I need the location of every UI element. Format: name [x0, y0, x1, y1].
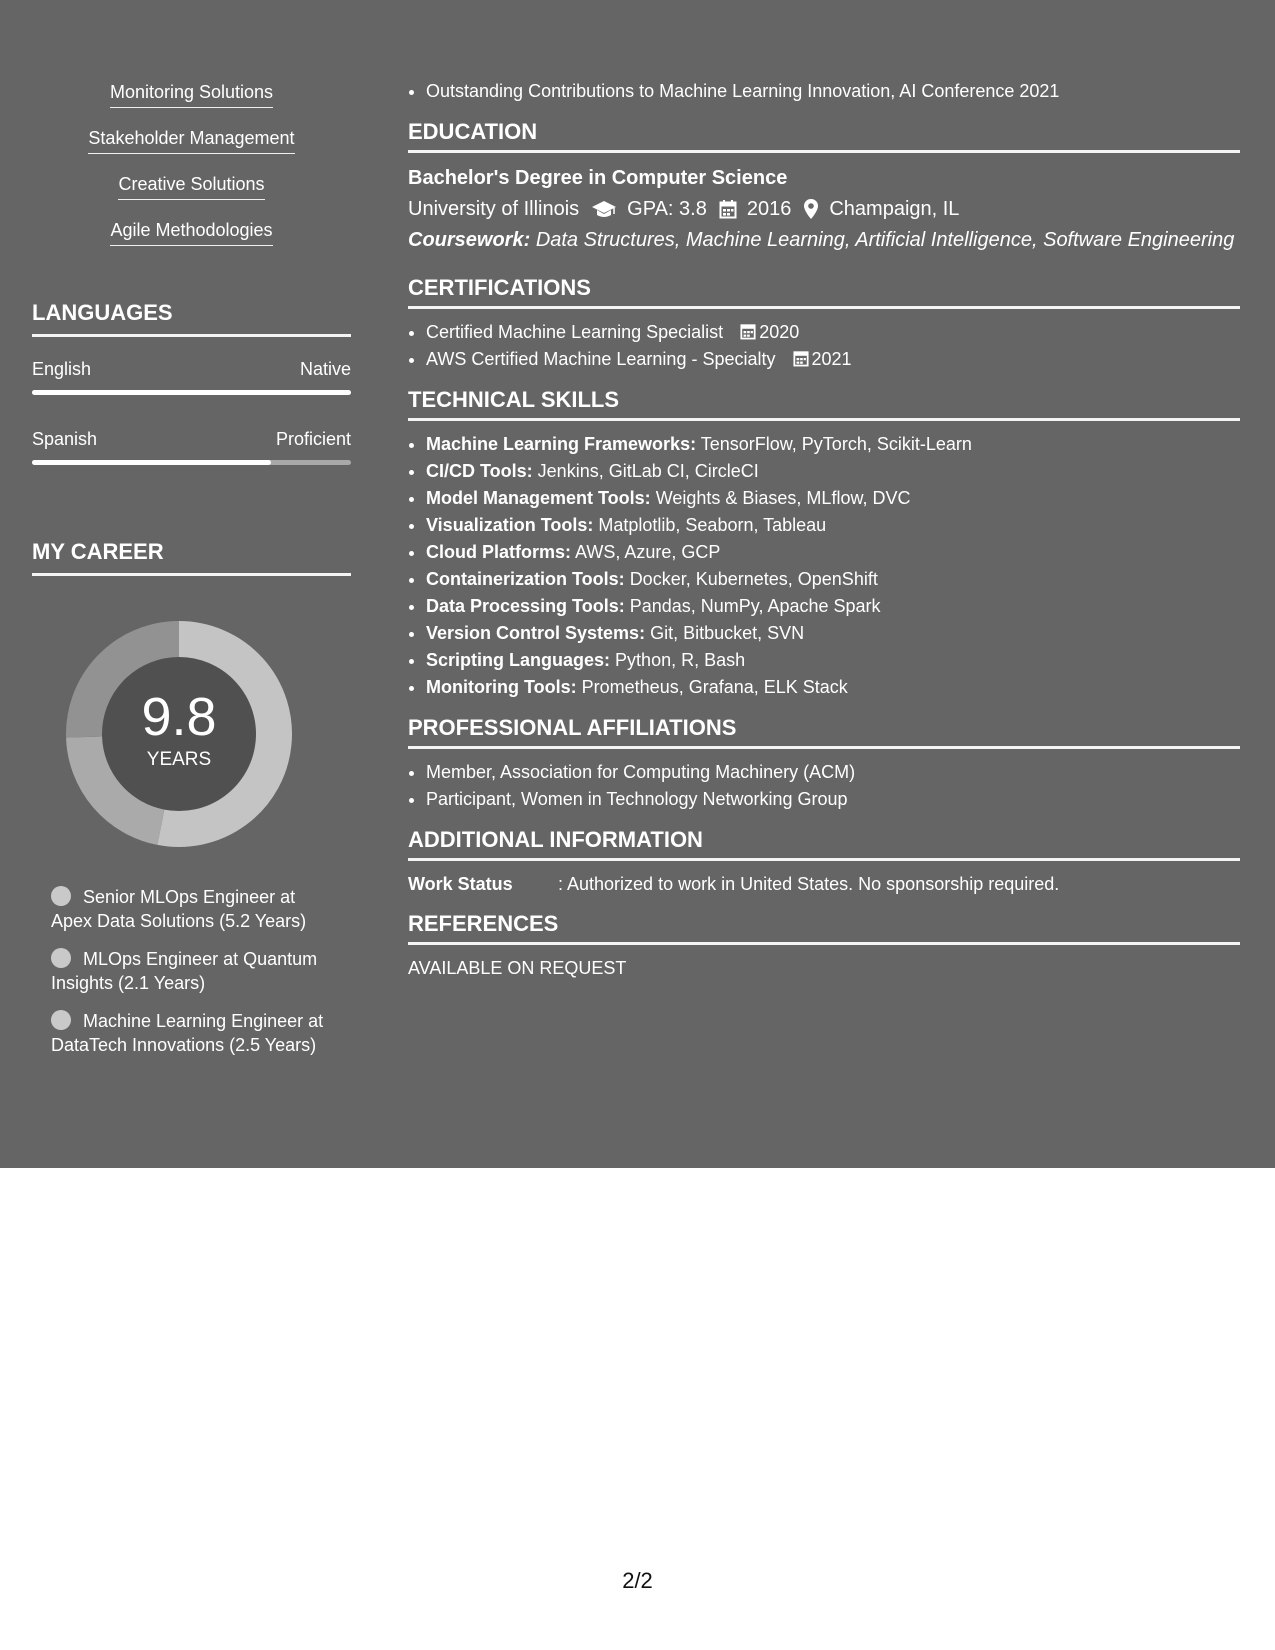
career-section — [32, 539, 351, 1057]
skill-tag: Creative Solutions — [118, 174, 264, 200]
work-status-value: : Authorized to work in United States. No sponsorship required. — [558, 874, 1060, 894]
skill-label: Data Processing Tools: — [426, 596, 625, 616]
awards-list — [408, 78, 1240, 105]
references-heading: REFERENCES — [408, 911, 1240, 945]
calendar-icon — [740, 322, 756, 340]
skill-value: Git, Bitbucket, SVN — [650, 623, 805, 643]
skill-value: Matplotlib, Seaborn, Tableau — [598, 515, 827, 535]
sidebar — [32, 82, 351, 1071]
donut-center — [64, 689, 294, 771]
languages-section — [32, 300, 351, 465]
additional-info-section — [408, 827, 1240, 897]
technical-skills-list — [408, 431, 1240, 701]
bullet-dot-icon — [51, 886, 71, 906]
skill-value: Jenkins, GitLab CI, CircleCI — [537, 461, 759, 481]
education-meta — [408, 193, 1240, 225]
graduation-cap-icon — [591, 199, 617, 219]
degree-title: Bachelor's Degree in Computer Science — [408, 167, 788, 189]
skill-label: Scripting Languages: — [426, 650, 611, 670]
coursework-list: Data Structures, Machine Learning, Artificial Intelligence, Software Engineering — [535, 229, 1235, 251]
skill-item — [426, 620, 1240, 647]
additional-info-heading: ADDITIONAL INFORMATION — [408, 827, 1240, 861]
language-bar — [32, 390, 351, 395]
skill-tag: Monitoring Solutions — [110, 82, 273, 108]
skill-value: Pandas, NumPy, Apache Spark — [629, 596, 881, 616]
certification-name: Certified Machine Learning Specialist — [426, 322, 724, 342]
skill-label: Monitoring Tools: — [426, 677, 577, 697]
language-level: Native — [299, 359, 351, 379]
references-text: AVAILABLE ON REQUEST — [408, 958, 627, 978]
skill-tags — [32, 82, 351, 266]
certification-year: 2021 — [811, 349, 852, 369]
career-list — [51, 885, 331, 1057]
language-bar-fill — [32, 390, 351, 395]
coursework-label: Coursework: — [408, 229, 531, 251]
skill-item — [426, 566, 1240, 593]
career-item — [51, 885, 331, 933]
skill-item — [426, 431, 1240, 458]
work-status-row — [408, 871, 1240, 897]
coursework — [408, 225, 1240, 255]
skill-label: Cloud Platforms: — [426, 542, 572, 562]
skill-item — [426, 539, 1240, 566]
skill-item — [426, 593, 1240, 620]
language-item — [32, 429, 351, 465]
skill-value: AWS, Azure, GCP — [575, 542, 721, 562]
education-section — [408, 119, 1240, 255]
language-level: Proficient — [275, 429, 351, 449]
school-name: University of Illinois — [408, 198, 580, 220]
career-item — [51, 1009, 331, 1057]
skill-label: Version Control Systems: — [426, 623, 646, 643]
award-item: • Outstanding Contributions to Machine Learning Innovation, AI Conference 2021 — [426, 78, 1240, 105]
affiliation-item: • Member, Association for Computing Machinery (ACM) — [426, 759, 1240, 786]
skill-item — [426, 458, 1240, 485]
skill-label: Model Management Tools: — [426, 488, 651, 508]
language-name: English — [32, 359, 92, 379]
work-status-label: Work Status — [408, 874, 513, 894]
bullet-dot-icon — [51, 1010, 71, 1030]
skill-label: Containerization Tools: — [426, 569, 625, 589]
career-heading: MY CAREER — [32, 539, 351, 576]
language-item — [32, 359, 351, 395]
skill-label: Visualization Tools: — [426, 515, 594, 535]
language-name: Spanish — [32, 429, 98, 449]
career-item — [51, 947, 331, 995]
affiliation-item: • Participant, Women in Technology Networking Group — [426, 786, 1240, 813]
certification-item — [426, 346, 1240, 373]
certifications-section — [408, 275, 1240, 373]
skill-tag: Stakeholder Management — [88, 128, 294, 154]
language-bar — [32, 460, 351, 465]
graduation-year: 2016 — [746, 198, 792, 220]
skill-value: Python, R, Bash — [615, 650, 746, 670]
certifications-heading: CERTIFICATIONS — [408, 275, 1240, 309]
technical-skills-heading: TECHNICAL SKILLS — [408, 387, 1240, 421]
page-number: 2/2 — [622, 1568, 653, 1593]
map-pin-icon — [803, 198, 819, 220]
career-total-years: 9.8 — [141, 687, 217, 747]
certifications-list — [408, 319, 1240, 373]
skill-label: CI/CD Tools: — [426, 461, 533, 481]
skill-value: Docker, Kubernetes, OpenShift — [629, 569, 878, 589]
certification-name: AWS Certified Machine Learning - Specialty — [426, 349, 776, 369]
certification-year: 2020 — [759, 322, 800, 342]
skill-value: TensorFlow, PyTorch, Scikit-Learn — [700, 434, 972, 454]
career-item-text: Machine Learning Engineer at DataTech Innovations (2.5 Years) — [51, 1011, 324, 1055]
skill-value: Weights & Biases, MLflow, DVC — [655, 488, 911, 508]
calendar-icon — [793, 349, 809, 367]
affiliations-list — [408, 759, 1240, 813]
language-bar-fill — [32, 460, 271, 465]
skill-tag: Agile Methodologies — [110, 220, 272, 246]
calendar-icon — [719, 199, 737, 219]
skill-item — [426, 512, 1240, 539]
affiliations-heading: PROFESSIONAL AFFILIATIONS — [408, 715, 1240, 749]
affiliations-section — [408, 715, 1240, 813]
skill-label: Machine Learning Frameworks: — [426, 434, 697, 454]
bullet-dot-icon — [51, 948, 71, 968]
skill-item — [426, 674, 1240, 701]
gpa: GPA: 3.8 — [627, 198, 707, 220]
career-total-unit: YEARS — [146, 749, 212, 770]
references-section — [408, 911, 1240, 981]
career-item-text: Senior MLOps Engineer at Apex Data Solutions (5.2 Years) — [51, 887, 307, 931]
skill-item — [426, 647, 1240, 674]
certification-item — [426, 319, 1240, 346]
career-donut-chart — [64, 619, 294, 849]
languages-heading: LANGUAGES — [32, 300, 351, 337]
skill-item — [426, 485, 1240, 512]
school-location: Champaign, IL — [829, 198, 960, 220]
main-content — [408, 78, 1240, 981]
education-heading: EDUCATION — [408, 119, 1240, 153]
technical-skills-section — [408, 387, 1240, 701]
career-item-text: MLOps Engineer at Quantum Insights (2.1 Years) — [51, 949, 318, 993]
skill-value: Prometheus, Grafana, ELK Stack — [581, 677, 848, 697]
